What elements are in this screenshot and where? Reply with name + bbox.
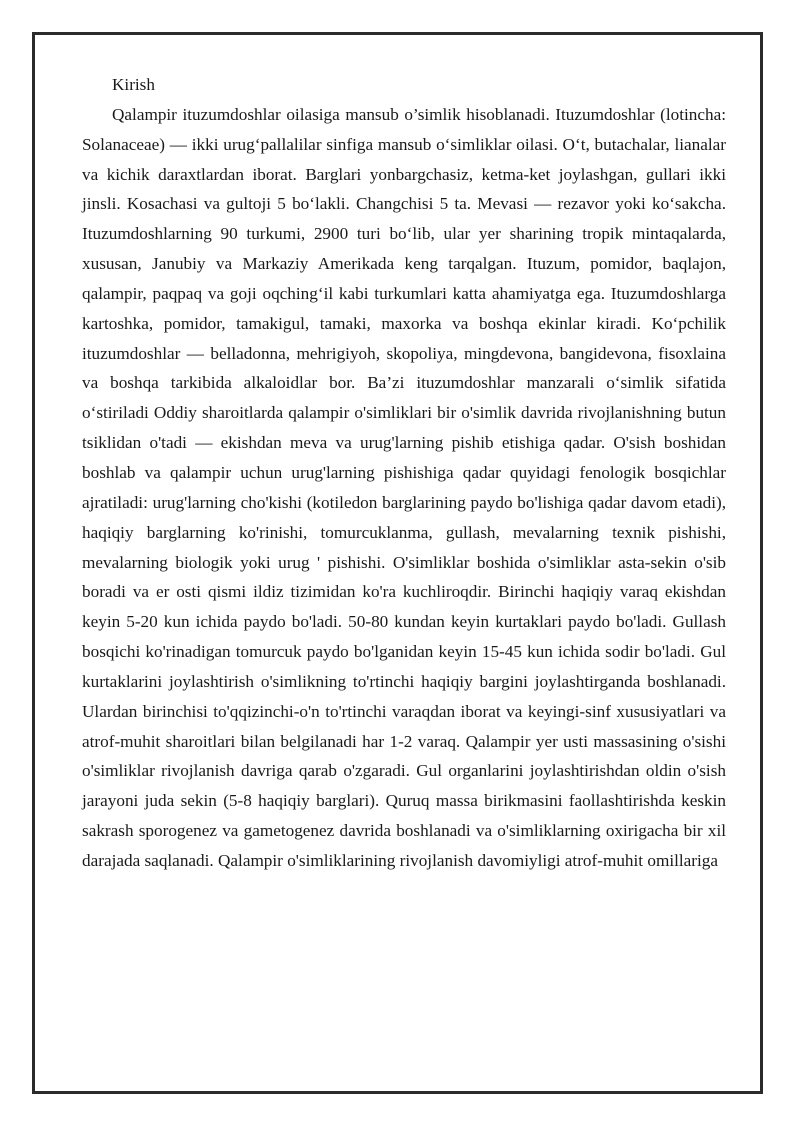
document-body	[82, 70, 726, 876]
section-heading: Kirish	[112, 75, 155, 94]
body-paragraph: Qalampir ituzumdoshlar oilasiga mansub o’simlik hisoblanadi. Ituzumdoshlar (lotincha: Solanaceae) — ikki urugʻpallalilar sinfiga mansub oʻsimliklar oilasi. Oʻt, butachalar, lianalar va kichik daraxtlardan iborat. Barglari yonbargchasiz, ketma-ket joylashgan, gullari ikki jinsli. Kosachasi va gultoji 5 boʻlakli. Changchisi 5 ta. Mevasi — rezavor yoki koʻsakcha. Ituzumdoshlarning 90 turkumi, 2900 turi boʻlib, ular yer sharining tropik mintaqalarda, xususan, Janubiy va Markaziy Amerikada keng tarqalgan. Ituzum, pomidor, baqlajon, qalampir, paqpaq va goji oqchingʻil kabi turkumlari katta ahamiyatga ega. Ituzumdoshlarga kartoshka, pomidor, tamakigul, tamaki, maxorka va boshqa ekinlar kiradi. Koʻpchilik ituzumdoshlar — belladonna, mehrigiyoh, skopoliya, mingdevona, bangidevona, fisoxlaina va boshqa tarkibida alkaloidlar bor. Ba’zi ituzumdoshlar manzarali oʻsimlik sifatida oʻstiriladi Oddiy sharoitlarda qalampir o'simliklari bir o'simlik davrida rivojlanishning butun tsiklidan o'tadi — ekishdan meva va urug'larning pishib etishiga qadar. O'sish boshidan boshlab va qalampir uchun urug'larning pishishiga qadar quyidagi fenologik bosqichlar ajratiladi: urug'larning cho'kishi (kotiledon barglarining paydo bo'lishiga qadar davom etadi), haqiqiy barglarning ko'rinishi, tomurcuklanma, gullash, mevalarning texnik pishishi, mevalarning biologik yoki urug ' pishishi. O'simliklar boshida o'simliklar asta-sekin o'sib boradi va er osti qismi ildiz tizimidan ko'ra kuchliroqdir. Birinchi haqiqiy varaq ekishdan keyin 5-20 kun ichida paydo bo'ladi. 50-80 kundan keyin kurtaklari paydo bo'ladi. Gullash bosqichi ko'rinadigan tomurcuk paydo bo'lganidan keyin 15-45 kun ichida sodir bo'ladi. Gul kurtaklarini joylashtirish o'simlikning to'rtinchi haqiqiy bargini joylashtirganda boshlanadi. Ulardan birinchisi to'qqizinchi-o'n to'rtinchi varaqdan iborat va keyingi-sinf xususiyatlari va atrof-muhit sharoitlari bilan belgilanadi har 1-2 varaq. Qalampir yer usti massasining o'sishi o'simliklar rivojlanish davriga qarab o'zgaradi. Gul organlarini joylashtirishdan oldin o'sish jarayoni juda sekin (5-8 haqiqiy barglari). Quruq massa birikmasini faollashtirishda keskin sakrash sporogenez va gametogenez davrida boshlanadi va o'simliklarning oxirigacha bir xil darajada saqlanadi. Qalampir o'simliklarining rivojlanish davomiyligi atrof-muhit omillariga	[82, 104, 726, 870]
